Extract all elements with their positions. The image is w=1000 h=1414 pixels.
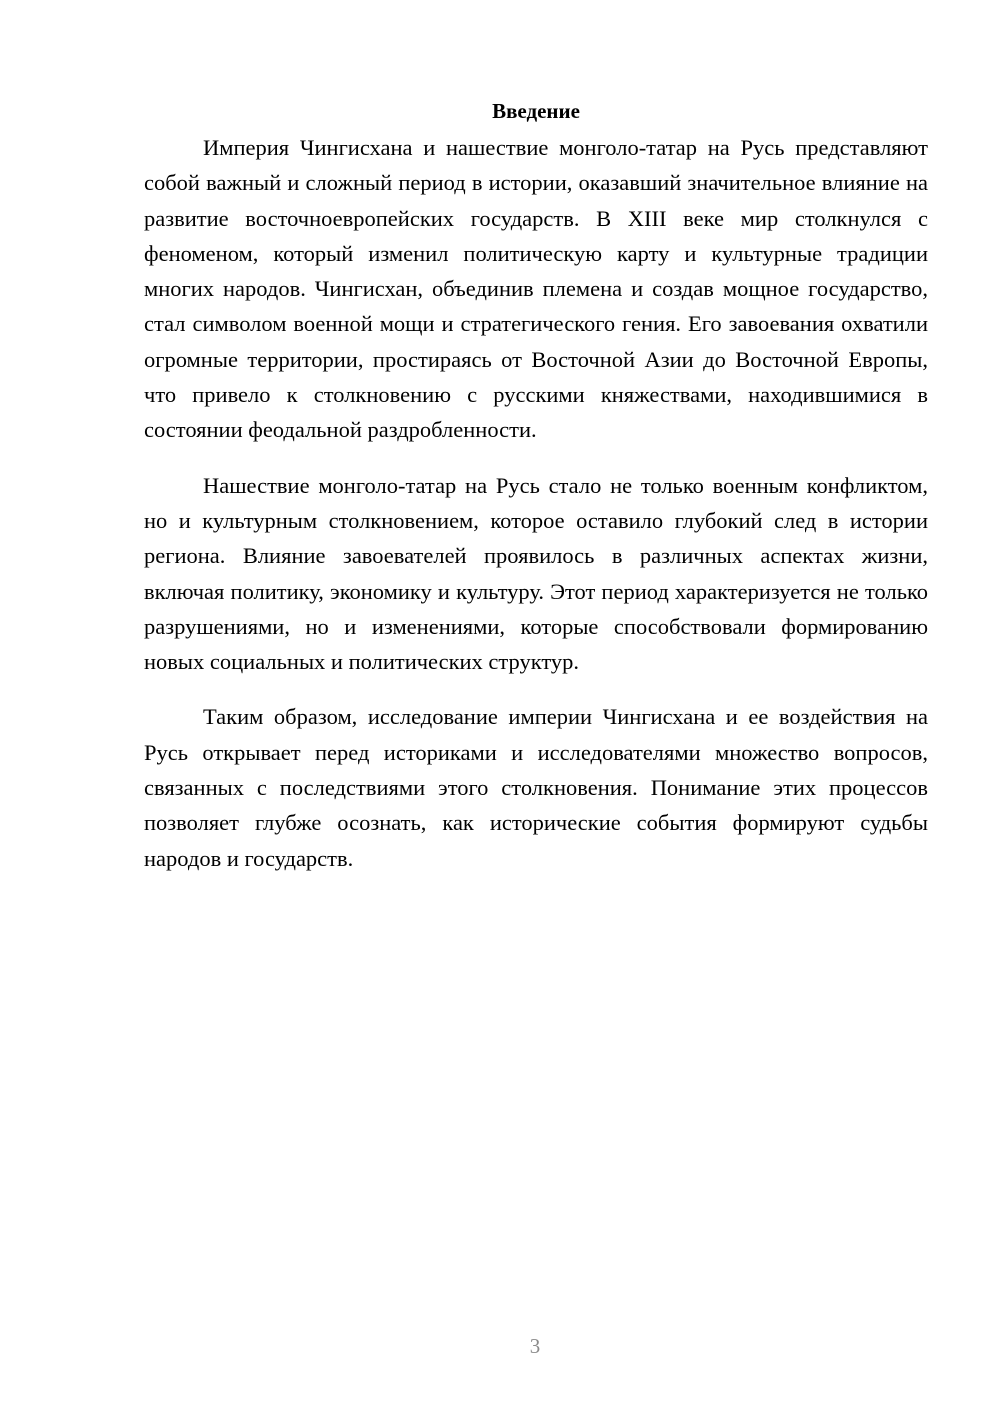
section-heading: Введение xyxy=(492,99,580,123)
page-number: 3 xyxy=(529,1334,541,1358)
paragraph-1: Империя Чингисхана и нашествие монголо-татар на Русь представляют собой важный и сложный период в истории, оказавший значительное влияние на развитие восточноевропейских государств. В XIII веке мир столкнулся с феноменом, который изменил политическую карту и культурные традиции многих народов. Чингисхан, объединив племена и создав мощное государство, стал символом военной мощи и стратегического гения. Его завоевания охватили огромные территории, простираясь от Восточной Азии до Восточной Европы, что привело к столкновению с русскими княжествами, находившимися в состоянии феодальной раздробленности. xyxy=(144,135,928,443)
paragraph-2: Нашествие монголо-татар на Русь стало не только военным конфликтом, но и культурным столкновением, которое оставило глубокий след в истории региона. Влияние завоевателей проявилось в различных аспектах жизни, включая политику, экономику и культуру. Этот период характеризуется не только разрушениями, но и изменениями, которые способствовали формированию новых социальных и политических структур. xyxy=(144,472,928,675)
page-content xyxy=(144,96,928,896)
paragraph-3: Таким образом, исследование империи Чингисхана и ее воздействия на Русь открывает перед историками и исследователями множество вопросов, связанных с последствиями этого столкновения. Понимание этих процессов позволяет глубже осознать, как исторические события формируют судьбы народов и государств. xyxy=(144,704,928,871)
